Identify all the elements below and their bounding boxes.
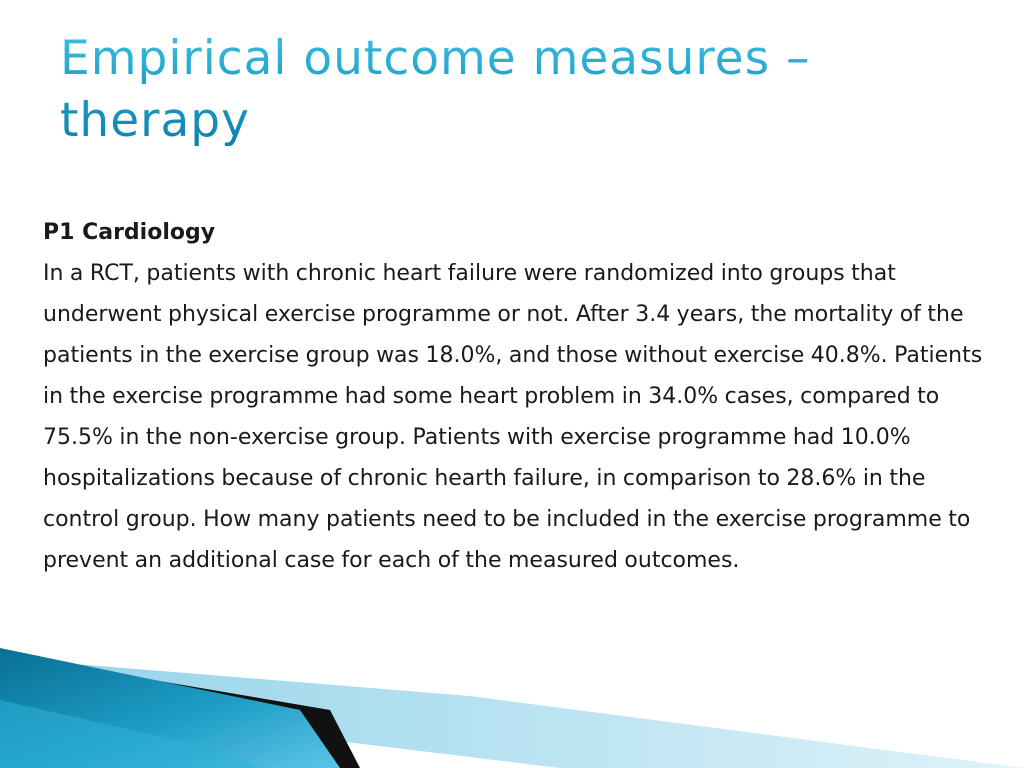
decorative-wave-shape (0, 640, 1024, 768)
slide-body (43, 212, 993, 581)
slide-title: Empirical outcome measures – therapy (60, 28, 960, 152)
case-description: In a RCT, patients with chronic heart failure were randomized into groups that underwent physical exercise programme or not. After 3.4 years, the mortality of the patients in the exercise group was 18.0%, and those without exercise 40.8%. Patients in the exercise programme had some heart problem in 34.0% cases, compared to 75.5% in the non-exercise group. Patients with exercise programme had 10.0% hospitalizations because of chronic hearth failure, in comparison to 28.6% in the control group. How many patients need to be included in the exercise programme to prevent an additional case for each of the measured outcomes. (43, 261, 983, 573)
case-heading: P1 Cardiology (43, 220, 216, 245)
